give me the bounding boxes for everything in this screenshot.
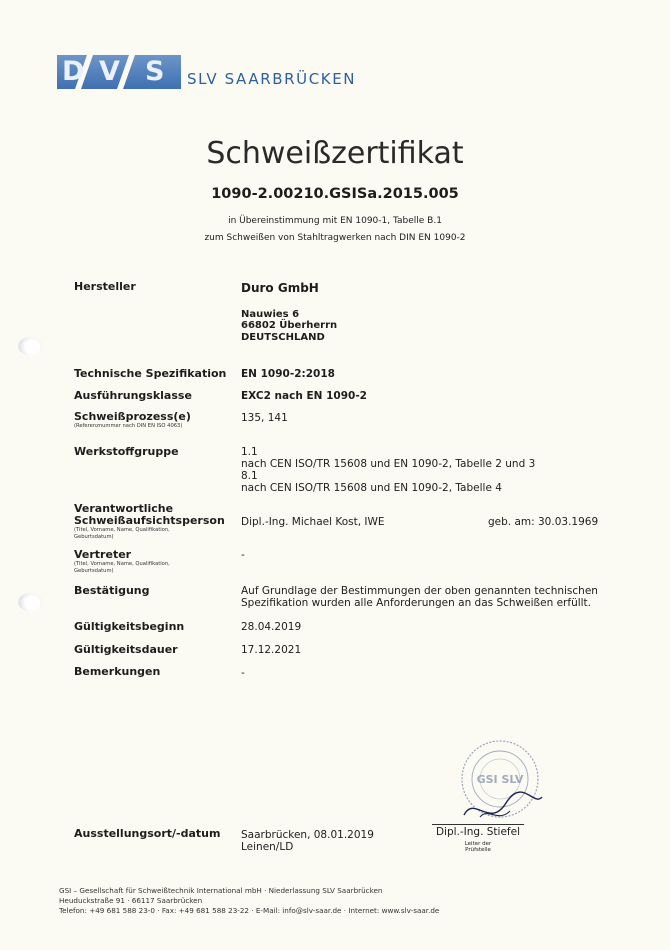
verantw-value: Dipl.-Ing. Michael Kost, IWE bbox=[241, 516, 385, 528]
punch-hole-bottom bbox=[18, 593, 42, 611]
subtitle-2: zum Schweißen von Stahltragwerken nach DIN EN 1090-2 bbox=[204, 233, 466, 243]
dauer-value: 17.12.2021 bbox=[241, 644, 302, 656]
ausstellung-label: Ausstellungsort/-datum bbox=[74, 827, 221, 840]
bemerkungen-value: - bbox=[241, 667, 245, 679]
logo-letter-v: V bbox=[99, 56, 120, 87]
techspec-label: Technische Spezifikation bbox=[74, 367, 227, 380]
vertreter-value: - bbox=[241, 549, 245, 561]
footer-line-1: GSI – Gesellschaft für Schweißtechnik International mbH · Niederlassung SLV Saarbrücken bbox=[59, 886, 383, 895]
logo-org-name: SLV SAARBRÜCKEN bbox=[187, 70, 357, 88]
klasse-value: EXC2 nach EN 1090-2 bbox=[241, 390, 367, 402]
logo-letter-d: D bbox=[62, 56, 85, 87]
dauer-label: Gültigkeitsdauer bbox=[74, 643, 178, 656]
official-seal-icon bbox=[450, 737, 550, 827]
ausstellung-line-2: Leinen/LD bbox=[241, 841, 294, 853]
beginn-label: Gültigkeitsbeginn bbox=[74, 620, 185, 633]
dvs-logo-mark bbox=[57, 55, 181, 89]
address-line-3: DEUTSCHLAND bbox=[241, 332, 325, 343]
werkstoff-line-1: 1.1 bbox=[241, 446, 258, 458]
bestaetigung-label: Bestätigung bbox=[74, 584, 150, 597]
werkstoff-line-3: 8.1 bbox=[241, 470, 258, 482]
footer-line-2: Heuduckstraße 91 · 66117 Saarbrücken bbox=[59, 896, 203, 905]
vertreter-label: Vertreter bbox=[74, 548, 132, 561]
signature-role bbox=[428, 841, 528, 853]
footer-line-3: Telefon: +49 681 588 23-0 · Fax: +49 681 588 23-22 · E-Mail: info@slv-saar.de · Internet: www.slv-saar.de bbox=[59, 906, 440, 915]
hersteller-label: Hersteller bbox=[74, 280, 136, 293]
klasse-label: Ausführungsklasse bbox=[74, 389, 192, 402]
verantw-label-2: Schweißaufsichtsperson bbox=[74, 514, 225, 527]
signature-name: Dipl.-Ing. Stiefel bbox=[435, 826, 521, 838]
bestaetigung-line-1: Auf Grundlage der Bestimmungen der oben genannten technischen bbox=[241, 585, 598, 597]
signature-role-line-2: Prüfstelle bbox=[465, 847, 491, 853]
address-line-2: 66802 Überherrn bbox=[241, 320, 338, 331]
beginn-value: 28.04.2019 bbox=[241, 621, 302, 633]
vertreter-note-2: Geburtsdatum) bbox=[74, 568, 114, 574]
bemerkungen-label: Bemerkungen bbox=[74, 665, 161, 678]
verantw-label-1: Verantwortliche bbox=[74, 502, 174, 515]
verantw-note-2: Geburtsdatum) bbox=[74, 534, 114, 540]
certificate-number: 1090-2.00210.GSISa.2015.005 bbox=[211, 186, 459, 202]
seal-text: GSI SLV bbox=[476, 773, 524, 786]
werkstoff-line-2: nach CEN ISO/TR 15608 und EN 1090-2, Tabelle 2 und 3 bbox=[241, 458, 536, 470]
hersteller-name: Duro GmbH bbox=[241, 281, 319, 295]
subtitle-1: in Übereinstimmung mit EN 1090-1, Tabelle B.1 bbox=[228, 216, 442, 226]
verantw-note-1: (Titel, Vorname, Name, Qualifikation, bbox=[74, 527, 170, 533]
logo-letter-s: S bbox=[145, 56, 165, 87]
werkstoff-line-4: nach CEN ISO/TR 15608 und EN 1090-2, Tabelle 4 bbox=[241, 482, 502, 494]
prozess-note: (Referenznummer nach DIN EN ISO 4063) bbox=[74, 423, 183, 429]
verantw-birthdate: geb. am: 30.03.1969 bbox=[488, 516, 599, 528]
punch-hole-top bbox=[18, 337, 42, 355]
prozess-label: Schweißprozess(e) bbox=[74, 410, 191, 423]
address-line-1: Nauwies 6 bbox=[241, 309, 300, 320]
techspec-value: EN 1090-2:2018 bbox=[241, 368, 335, 380]
werkstoff-label: Werkstoffgruppe bbox=[74, 445, 179, 458]
signature-line bbox=[432, 824, 524, 825]
bestaetigung-line-2: Spezifikation wurden alle Anforderungen an das Schweißen erfüllt. bbox=[241, 597, 592, 609]
dvs-logo bbox=[57, 55, 356, 89]
page-title: Schweißzertifikat bbox=[206, 136, 464, 171]
vertreter-note-1: (Titel, Vorname, Name, Qualifikation, bbox=[74, 561, 170, 567]
ausstellung-line-1: Saarbrücken, 08.01.2019 bbox=[241, 829, 374, 841]
prozess-value: 135, 141 bbox=[241, 412, 288, 424]
signature-role-line-1: Leiter der bbox=[464, 841, 492, 847]
